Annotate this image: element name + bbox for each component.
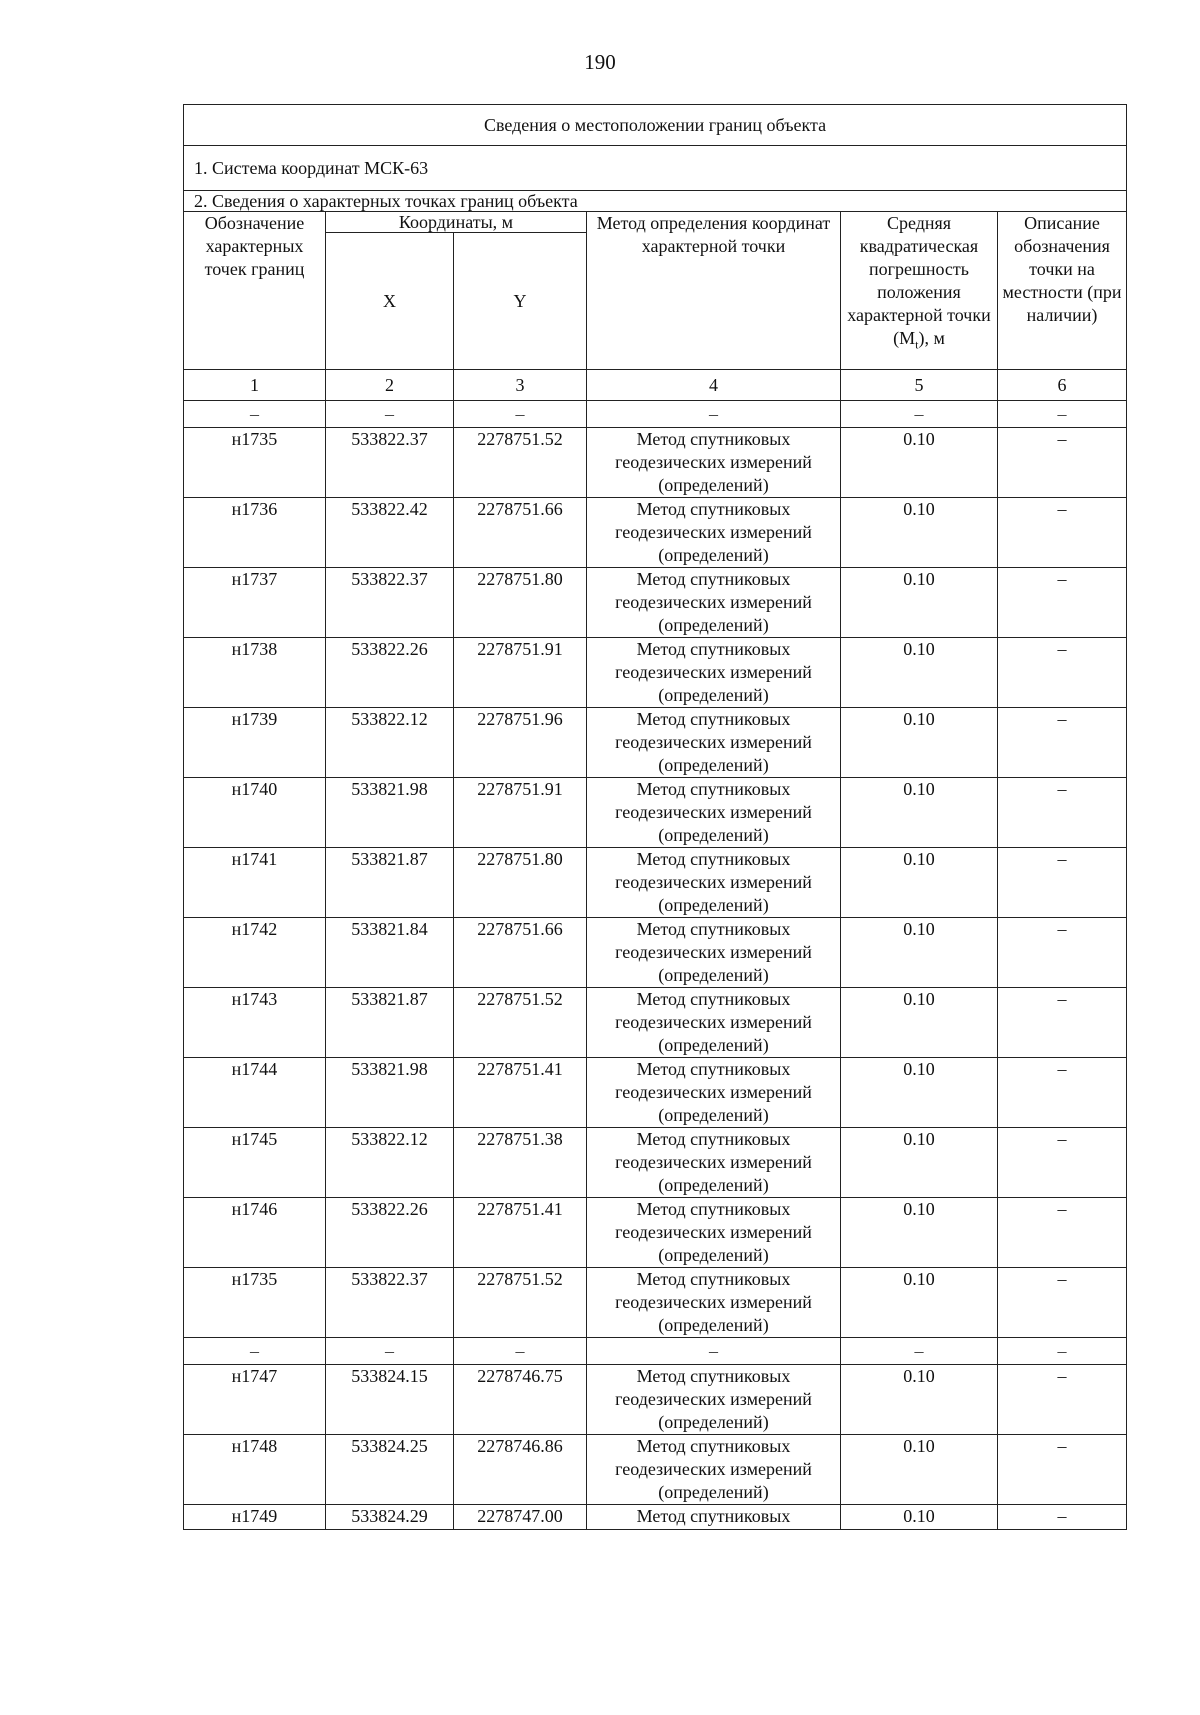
accuracy-cell: 0.10 <box>841 778 998 848</box>
separator-dash: – <box>184 401 326 428</box>
table-row <box>184 708 1127 778</box>
coord-y-cell: 2278746.75 <box>454 1365 587 1435</box>
point-id-cell: н1737 <box>184 568 326 638</box>
table-row <box>184 778 1127 848</box>
coord-system-row <box>184 146 1127 191</box>
separator-dash: – <box>841 1338 998 1365</box>
description-cell: – <box>998 708 1127 778</box>
coord-y-cell: 2278751.38 <box>454 1128 587 1198</box>
point-id-cell: н1747 <box>184 1365 326 1435</box>
method-cell: Метод спутниковых геодезических измерений (определений) <box>587 918 841 988</box>
method-cell: Метод спутниковых геодезических измерений (определений) <box>587 1268 841 1338</box>
accuracy-cell: 0.10 <box>841 1128 998 1198</box>
method-cell: Метод спутниковых геодезических измерений (определений) <box>587 1128 841 1198</box>
coord-x-cell: 533822.26 <box>326 1198 454 1268</box>
header-x: X <box>326 233 454 370</box>
header-accuracy-text: Средняя квадратическая погрешность положения характерной точки $(M_t)$, м <box>847 213 991 352</box>
description-cell: – <box>998 1198 1127 1268</box>
coord-y-cell: 2278751.52 <box>454 1268 587 1338</box>
col-num-6: 6 <box>998 370 1127 401</box>
description-cell: – <box>998 1058 1127 1128</box>
separator-row-1 <box>184 401 1127 428</box>
table-row <box>184 918 1127 988</box>
point-id-cell: н1744 <box>184 1058 326 1128</box>
column-numbers-row <box>184 370 1127 401</box>
method-cell: Метод спутниковых геодезических измерений (определений) <box>587 1435 841 1505</box>
coord-y-cell: 2278751.66 <box>454 918 587 988</box>
description-cell: – <box>998 848 1127 918</box>
table-row <box>184 428 1127 498</box>
coord-y-cell: 2278751.96 <box>454 708 587 778</box>
point-id-cell: н1742 <box>184 918 326 988</box>
accuracy-cell: 0.10 <box>841 1505 998 1530</box>
coord-y-cell: 2278746.86 <box>454 1435 587 1505</box>
description-cell: – <box>998 498 1127 568</box>
coord-y-cell: 2278751.80 <box>454 848 587 918</box>
coord-x-cell: 533822.42 <box>326 498 454 568</box>
point-id-cell: н1749 <box>184 1505 326 1530</box>
page-number: 190 <box>584 50 616 74</box>
boundary-points-table <box>183 104 1127 1530</box>
method-cell: Метод спутниковых геодезических измерений (определений) <box>587 428 841 498</box>
description-cell: – <box>998 918 1127 988</box>
coord-y-cell: 2278751.41 <box>454 1198 587 1268</box>
coord-x-cell: 533822.37 <box>326 568 454 638</box>
coord-x-cell: 533824.29 <box>326 1505 454 1530</box>
col-num-4: 4 <box>587 370 841 401</box>
accuracy-cell: 0.10 <box>841 498 998 568</box>
header-designation: Обозначение характерных точек границ <box>184 212 326 370</box>
separator-dash: – <box>587 401 841 428</box>
coord-x-cell: 533821.87 <box>326 988 454 1058</box>
table-row <box>184 568 1127 638</box>
points-title-row <box>184 191 1127 212</box>
table-row <box>184 1128 1127 1198</box>
point-id-cell: н1748 <box>184 1435 326 1505</box>
accuracy-cell: 0.10 <box>841 1198 998 1268</box>
separator-dash: – <box>184 1338 326 1365</box>
table-row <box>184 988 1127 1058</box>
coord-x-cell: 533822.12 <box>326 1128 454 1198</box>
table-row <box>184 638 1127 708</box>
col-num-2: 2 <box>326 370 454 401</box>
separator-dash: – <box>454 1338 587 1365</box>
coord-x-cell: 533821.98 <box>326 1058 454 1128</box>
col-num-3: 3 <box>454 370 587 401</box>
col-num-1: 1 <box>184 370 326 401</box>
description-cell: – <box>998 1505 1127 1530</box>
separator-dash: – <box>587 1338 841 1365</box>
coord-y-cell: 2278751.91 <box>454 778 587 848</box>
description-cell: – <box>998 428 1127 498</box>
description-cell: – <box>998 1365 1127 1435</box>
coord-y-cell: 2278751.52 <box>454 428 587 498</box>
table-row <box>184 1198 1127 1268</box>
point-id-cell: н1738 <box>184 638 326 708</box>
header-coordinates: Координаты, м <box>326 212 587 233</box>
coord-y-cell: 2278751.80 <box>454 568 587 638</box>
separator-dash: – <box>998 1338 1127 1365</box>
header-accuracy <box>841 212 998 370</box>
point-id-cell: н1735 <box>184 1268 326 1338</box>
separator-dash: – <box>841 401 998 428</box>
point-id-cell: н1743 <box>184 988 326 1058</box>
separator-dash: – <box>998 401 1127 428</box>
method-cell: Метод спутниковых геодезических измерений (определений) <box>587 708 841 778</box>
point-id-cell: н1746 <box>184 1198 326 1268</box>
method-cell: Метод спутниковых геодезических измерений (определений) <box>587 568 841 638</box>
header-method: Метод определения координат характерной точки <box>587 212 841 370</box>
table-title: Сведения о местоположении границ объекта <box>184 105 1127 146</box>
method-cell: Метод спутниковых геодезических измерений (определений) <box>587 1198 841 1268</box>
col-num-5: 5 <box>841 370 998 401</box>
separator-row-2 <box>184 1338 1127 1365</box>
accuracy-cell: 0.10 <box>841 1435 998 1505</box>
coord-y-cell: 2278751.52 <box>454 988 587 1058</box>
accuracy-cell: 0.10 <box>841 988 998 1058</box>
description-cell: – <box>998 1268 1127 1338</box>
coord-y-cell: 2278751.91 <box>454 638 587 708</box>
coord-y-cell: 2278751.66 <box>454 498 587 568</box>
coord-x-cell: 533822.37 <box>326 1268 454 1338</box>
header-y: Y <box>454 233 587 370</box>
accuracy-cell: 0.10 <box>841 1268 998 1338</box>
accuracy-cell: 0.10 <box>841 1058 998 1128</box>
coord-x-cell: 533821.84 <box>326 918 454 988</box>
coord-x-cell: 533822.37 <box>326 428 454 498</box>
method-cell: Метод спутниковых <box>587 1505 841 1530</box>
separator-dash: – <box>326 1338 454 1365</box>
method-cell: Метод спутниковых геодезических измерений (определений) <box>587 778 841 848</box>
coord-x-cell: 533821.98 <box>326 778 454 848</box>
separator-dash: – <box>454 401 587 428</box>
table-row <box>184 1268 1127 1338</box>
coord-y-cell: 2278747.00 <box>454 1505 587 1530</box>
coord-x-cell: 533821.87 <box>326 848 454 918</box>
points-title: 2. Сведения о характерных точках границ объекта <box>184 191 1127 212</box>
table-row <box>184 1365 1127 1435</box>
accuracy-cell: 0.10 <box>841 708 998 778</box>
method-cell: Метод спутниковых геодезических измерений (определений) <box>587 848 841 918</box>
table-row <box>184 498 1127 568</box>
description-cell: – <box>998 988 1127 1058</box>
coord-y-cell: 2278751.41 <box>454 1058 587 1128</box>
accuracy-cell: 0.10 <box>841 1365 998 1435</box>
coord-x-cell: 533824.15 <box>326 1365 454 1435</box>
table-row <box>184 848 1127 918</box>
accuracy-cell: 0.10 <box>841 638 998 708</box>
coord-system: 1. Система координат МСК-63 <box>184 146 1127 191</box>
table-row <box>184 1505 1127 1530</box>
point-id-cell: н1745 <box>184 1128 326 1198</box>
method-cell: Метод спутниковых геодезических измерений (определений) <box>587 1365 841 1435</box>
description-cell: – <box>998 1435 1127 1505</box>
accuracy-cell: 0.10 <box>841 568 998 638</box>
description-cell: – <box>998 778 1127 848</box>
description-cell: – <box>998 1128 1127 1198</box>
accuracy-cell: 0.10 <box>841 918 998 988</box>
description-cell: – <box>998 638 1127 708</box>
accuracy-cell: 0.10 <box>841 428 998 498</box>
table-title-row <box>184 105 1127 146</box>
method-cell: Метод спутниковых геодезических измерений (определений) <box>587 1058 841 1128</box>
method-cell: Метод спутниковых геодезических измерений (определений) <box>587 498 841 568</box>
header-description: Описание обозначения точки на местности (при наличии) <box>998 212 1127 370</box>
point-id-cell: н1736 <box>184 498 326 568</box>
separator-dash: – <box>326 401 454 428</box>
point-id-cell: н1741 <box>184 848 326 918</box>
header-row-1 <box>184 212 1127 233</box>
point-id-cell: н1739 <box>184 708 326 778</box>
method-cell: Метод спутниковых геодезических измерений (определений) <box>587 988 841 1058</box>
coord-x-cell: 533822.26 <box>326 638 454 708</box>
point-id-cell: н1740 <box>184 778 326 848</box>
coord-x-cell: 533824.25 <box>326 1435 454 1505</box>
method-cell: Метод спутниковых геодезических измерений (определений) <box>587 638 841 708</box>
accuracy-cell: 0.10 <box>841 848 998 918</box>
description-cell: – <box>998 568 1127 638</box>
table-row <box>184 1435 1127 1505</box>
coord-x-cell: 533822.12 <box>326 708 454 778</box>
table-row <box>184 1058 1127 1128</box>
point-id-cell: н1735 <box>184 428 326 498</box>
